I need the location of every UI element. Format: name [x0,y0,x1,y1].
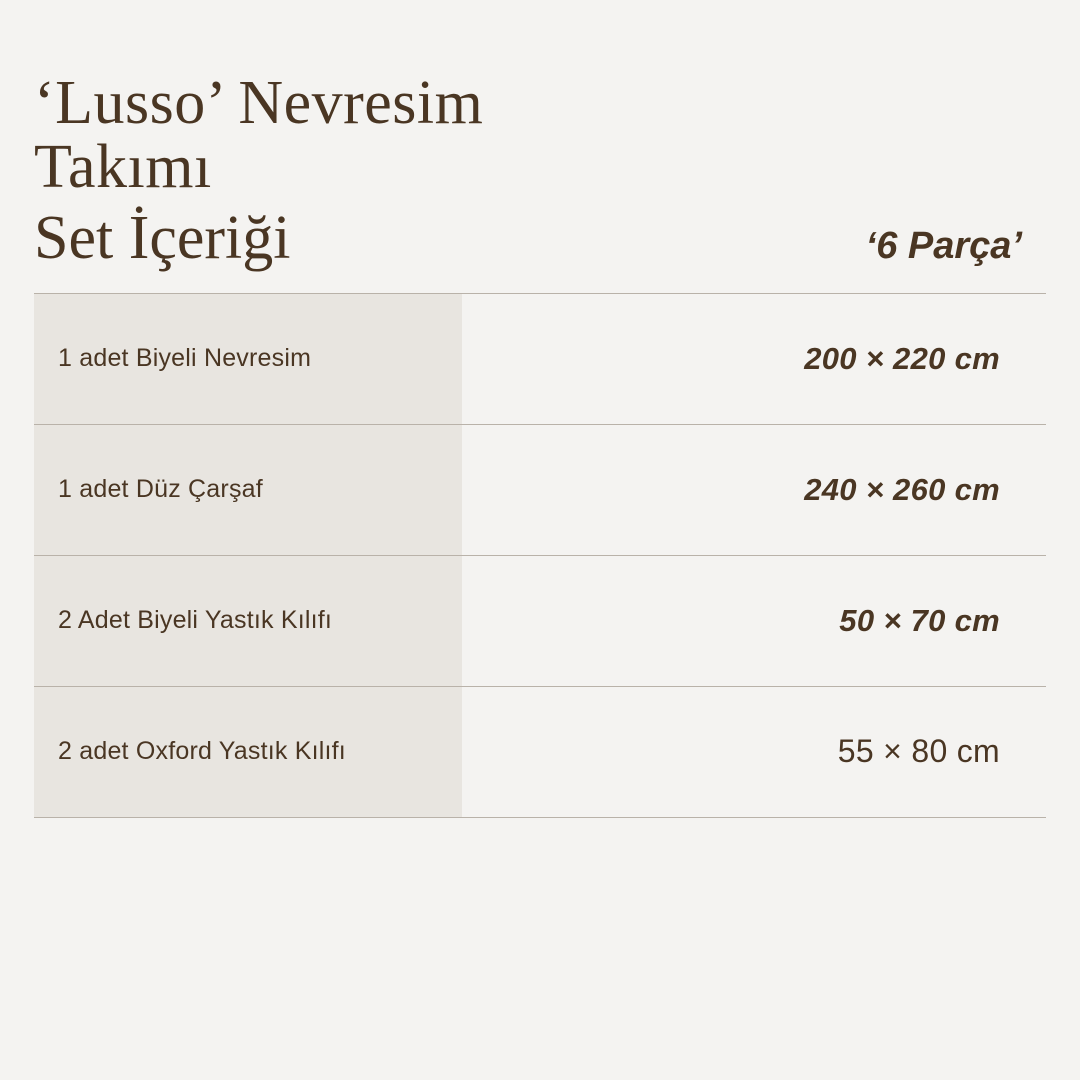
item-size: 240 × 260 cm [804,471,1000,507]
set-contents-label: Set İçeriği [34,203,291,272]
page-title-line-1: ‘Lusso’ Nevresim [34,69,484,137]
table-row [34,687,1046,818]
item-size: 50 × 70 cm [839,602,1000,638]
table-row [34,556,1046,687]
header-block [34,0,1046,271]
table-row [34,425,1046,556]
item-size: 200 × 220 cm [804,340,1000,376]
item-size: 55 × 80 cm [837,733,1000,770]
item-name: 1 adet Düz Çarşaf [34,425,462,555]
table-row [34,294,1046,425]
piece-count-badge: ‘6 Parça’ [865,224,1022,267]
item-name: 2 adet Oxford Yastık Kılıfı [34,687,462,817]
subtitle-row [34,203,1046,272]
item-name: 2 Adet Biyeli Yastık Kılıfı [34,556,462,686]
item-name: 1 adet Biyeli Nevresim [34,294,462,424]
set-contents-table [34,293,1046,818]
page-title-line-2: Takımı [34,132,212,201]
